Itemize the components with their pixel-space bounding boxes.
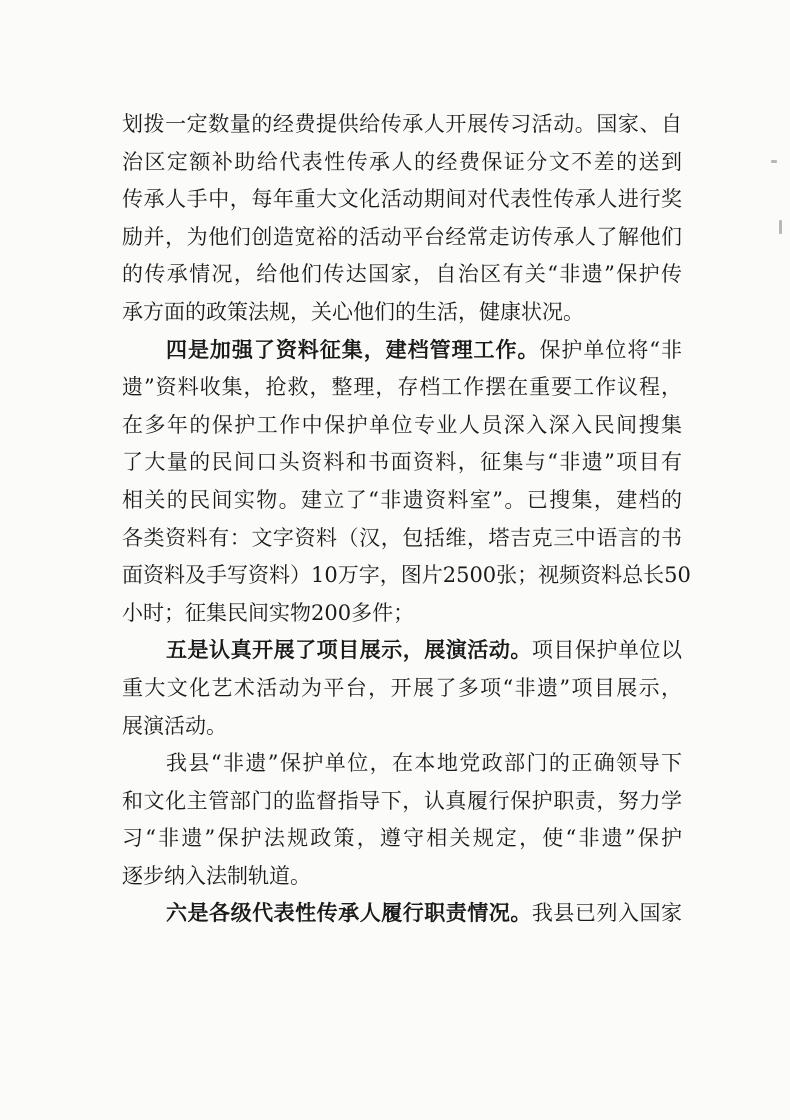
text-line: 传承人手中，每年重大文化活动期间对代表性传承人进行奖 (122, 187, 682, 212)
paragraph-compliance (122, 745, 682, 895)
text-line: 治区定额补助给代表性传承人的经费保证分文不差的送到 (122, 149, 682, 174)
text-line: 面资料及手写资料）10万字，图片2500张；视频资料总长50 (122, 563, 691, 588)
document-body (122, 106, 691, 933)
text-line: 小时；征集民间实物200多件； (122, 600, 415, 625)
paragraph-funding (122, 106, 682, 332)
scan-mark (779, 220, 782, 234)
section-heading: 六是各级代表性传承人履行职责情况。 (166, 901, 532, 926)
scan-mark (771, 160, 777, 163)
text-line: 我县“非遗”保护单位，在本地党政部门的正确领导下 (166, 751, 682, 776)
text-line: 重大文化艺术活动为平台，开展了多项“非遗”项目展示， (122, 675, 682, 700)
paragraph-archives (122, 332, 691, 633)
text-line: 承方面的政策法规，关心他们的生活，健康状况。 (122, 299, 584, 324)
text-line: 励并，为他们创造宽裕的活动平台经常走访传承人了解他们 (122, 224, 682, 249)
text-line: 各类资料有：文字资料（汉，包括维，塔吉克三中语言的书 (122, 525, 682, 550)
text-line: 在多年的保护工作中保护单位专业人员深入深入民间搜集 (122, 412, 682, 437)
text-line: 逐步纳入法制轨道。 (122, 863, 311, 888)
text-run: 我县已列入国家 (531, 901, 683, 926)
section-heading: 五是认真开展了项目展示，展演活动。 (166, 638, 532, 663)
text-line: 的传承情况，给他们传达国家，自治区有关“非遗”保护传 (122, 262, 682, 287)
text-line (122, 332, 682, 370)
text-line: 遗”资料收集，抢救，整理，存档工作摆在重要工作议程， (122, 375, 682, 400)
text-line: 划拨一定数量的经费提供给传承人开展传习活动。国家、自 (122, 112, 682, 136)
text-line: 相关的民间实物。建立了“非遗资料室”。已搜集，建档的 (122, 487, 682, 512)
paragraph-inheritors (122, 895, 682, 933)
text-line: 习“非遗”保护法规政策，遵守相关规定，使“非遗”保护 (122, 826, 682, 851)
text-line (122, 895, 682, 933)
text-run: 保护单位将“非 (539, 337, 682, 362)
text-line (122, 632, 682, 670)
paragraph-exhibitions (122, 632, 682, 745)
text-line: 和文化主管部门的监督指导下，认真履行保护职责，努力学 (122, 788, 682, 813)
text-line: 了大量的民间口头资料和书面资料，征集与“非遗”项目有 (122, 450, 682, 475)
section-heading: 四是加强了资料征集，建档管理工作。 (166, 337, 540, 362)
text-run: 项目保护单位以 (531, 638, 683, 663)
text-line: 展演活动。 (122, 713, 227, 738)
